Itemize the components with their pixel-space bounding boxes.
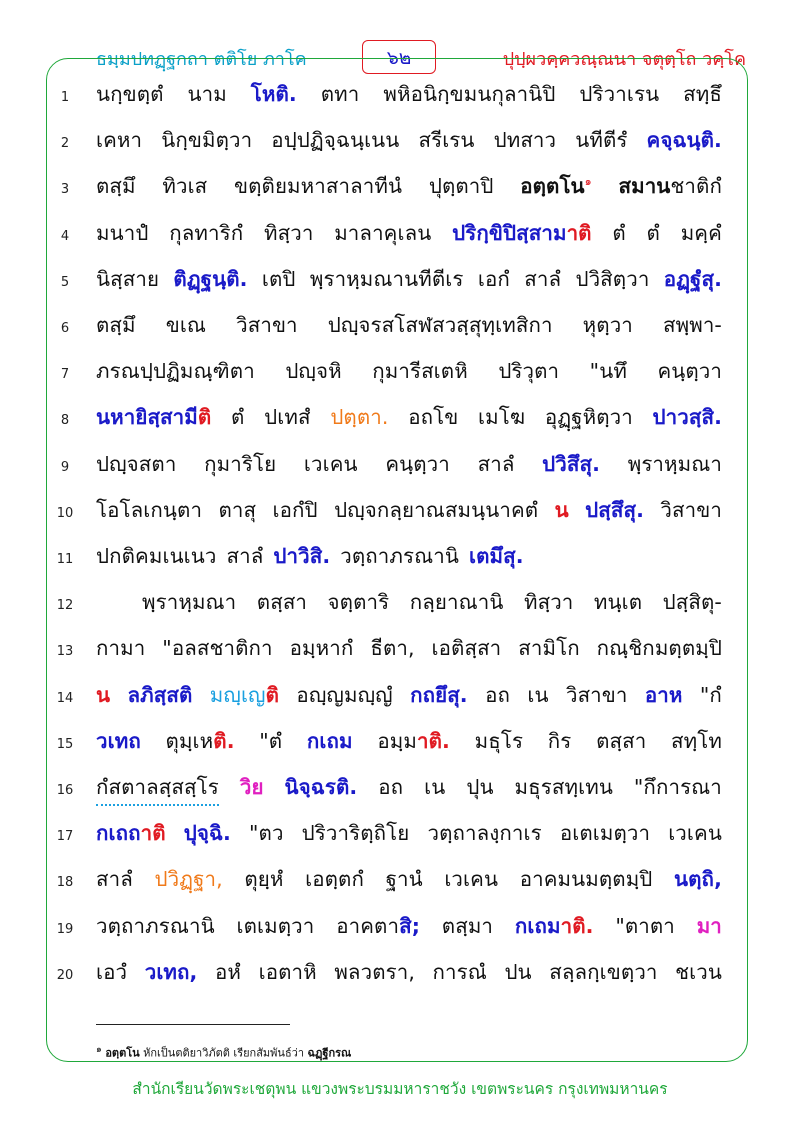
word: นหายิสฺสามีติ — [96, 405, 212, 430]
word: ปาวสฺสิ. — [652, 405, 722, 430]
word: ปวิสิตฺวา — [575, 266, 650, 291]
text-line — [96, 401, 722, 434]
line-number: 3 — [60, 182, 70, 198]
text-line — [96, 309, 722, 342]
word: ติฏฺฐนฺติ. — [173, 266, 248, 291]
text-line — [96, 78, 722, 111]
word: ปุตฺตาปิ — [428, 174, 494, 199]
word: มา — [696, 913, 722, 938]
word: อาคมนมตฺตมฺปิ — [519, 867, 653, 892]
word: ฐานํ — [385, 867, 423, 892]
word: ปตฺตา. — [330, 405, 389, 430]
word: อุฏฺฐหิตฺวา — [544, 405, 633, 430]
text-line — [96, 170, 722, 203]
line-number: 15 — [56, 736, 74, 752]
word: ตุยฺหํ — [244, 867, 284, 892]
word: สาลํ — [96, 867, 133, 892]
text-line — [96, 771, 722, 806]
word: ปุจฺฉิ. — [183, 821, 231, 846]
word: ปญฺจรสโสฬสวสฺสุทฺเทสิกา — [327, 313, 553, 337]
footnote-term2: ฉฏฺฐีกรณ — [307, 1046, 352, 1060]
word: ตสฺมึ — [96, 313, 136, 337]
word: ตํ — [646, 220, 660, 245]
word: ปญฺจหิ — [285, 359, 342, 384]
word: น — [96, 682, 111, 707]
word: "ตว — [249, 821, 284, 846]
word: เอกํ — [477, 266, 510, 291]
word: เอตาหิ — [258, 959, 317, 984]
text-line — [96, 817, 722, 850]
word: อหํ — [215, 959, 242, 984]
word: ปญฺจกลฺยาณสมนฺนาคตํ — [334, 497, 539, 522]
word: วิสาขา — [565, 682, 628, 707]
word: ปญฺจสตา — [96, 451, 177, 476]
word: เอกํปิ — [272, 497, 318, 522]
word: น — [554, 497, 569, 522]
word: ตสฺสา — [596, 728, 647, 753]
word: อฏฺฐํสุ. — [663, 266, 722, 291]
word: เมโฆ — [478, 405, 526, 430]
line-number: 10 — [56, 505, 74, 521]
word: ปกติคมเนเนว — [96, 544, 217, 568]
text-line — [96, 679, 722, 712]
word: สลฺลกฺเขตฺวา — [549, 959, 658, 984]
word: โอโลเกนฺตา — [96, 497, 203, 522]
word: สทฺธึ — [683, 82, 722, 106]
text-line — [96, 124, 722, 157]
word: ทนฺเต — [593, 590, 643, 615]
word: เวเคน — [303, 451, 358, 476]
word: มธุโร — [474, 728, 524, 753]
word: พฺราหฺมณา — [627, 451, 722, 476]
word: สพฺพา- — [662, 313, 722, 337]
line-number: 8 — [60, 413, 70, 429]
text-line — [96, 448, 722, 481]
word: ชเวน — [675, 959, 722, 984]
text-line — [96, 863, 722, 896]
word: วิย — [239, 775, 264, 799]
text-line — [96, 494, 722, 527]
word: มนาปํ — [96, 220, 149, 245]
word: "กํ — [699, 682, 722, 707]
word: สาลํ — [524, 266, 562, 291]
word: การณํ — [432, 959, 487, 984]
word: อมฺหากํ — [289, 636, 354, 661]
header-left-title: ธมฺมปทฏฺฐกถา ตติโย ภาโค — [96, 49, 307, 70]
word: ตทา — [320, 82, 360, 106]
word: อาคตาสิ; — [336, 913, 420, 938]
word: ปทสาว — [493, 128, 557, 153]
word: คนฺตฺวา — [385, 451, 450, 476]
word: ภรณปฺปฏิมณฺฑิตา — [96, 359, 255, 384]
line-number: 19 — [56, 921, 74, 937]
word: วิสาขา — [236, 313, 298, 337]
word: วเทถ — [96, 728, 141, 753]
word: วเทถ, — [144, 959, 198, 984]
text-line — [96, 217, 722, 250]
word: เอตฺตกํ — [305, 867, 364, 892]
word: กณฺชิกมตฺตมฺปิ — [596, 636, 722, 661]
text-line — [96, 910, 722, 943]
word: สามิโก — [518, 636, 580, 661]
word: ปวิสึสุ. — [542, 451, 601, 476]
word: ทิวเส — [162, 174, 208, 199]
word: นทีตีรํ — [575, 128, 628, 153]
word: เคหา — [96, 128, 143, 153]
word: อาห — [644, 682, 683, 707]
word: นาม — [187, 82, 227, 106]
word: พหิอนิกฺขมนกุลานิปิ — [383, 82, 556, 106]
line-number: 5 — [60, 274, 70, 290]
word: อปฺปฏิจฺฉนฺเนน — [271, 128, 400, 153]
word: ตสฺมึ — [96, 174, 136, 199]
word: มาลาคุเลน — [334, 220, 432, 245]
line-number: 17 — [56, 829, 74, 845]
line-number: 14 — [56, 690, 74, 706]
footer-address: สำนักเรียนวัดพระเชตุพน แขวงพระบรมมหาราชวัง เขตพระนคร กรุงเทพมหานคร — [132, 1080, 668, 1098]
word: กถยึสุ. — [410, 682, 468, 707]
word: วิสาขา — [660, 497, 722, 522]
word: กเถถาติ — [96, 821, 166, 846]
word: ปริกฺขิปิสฺสามาติ — [452, 220, 592, 245]
text-line — [96, 632, 722, 665]
word: พฺราหฺมณา — [142, 590, 237, 615]
word: ปาวิสิ. — [273, 544, 331, 568]
line-number: 18 — [56, 875, 74, 891]
word: เวเคน — [668, 821, 722, 846]
footnote-rule — [96, 1024, 290, 1025]
word: เน — [527, 682, 549, 707]
footnote-marker: ๑ — [96, 1044, 102, 1055]
word: มธุรสทฺเทน — [514, 775, 613, 799]
text-line — [96, 586, 722, 619]
word: ตํ — [612, 220, 626, 245]
line-number: 1 — [60, 90, 70, 105]
word: อเตเมตฺวา — [559, 821, 651, 846]
word: "กึการณา — [633, 775, 722, 799]
word: เน — [424, 775, 446, 799]
word: ปน — [504, 959, 532, 984]
word: ธีตา, — [370, 636, 415, 661]
word: ขเณ — [165, 313, 207, 337]
word: ตสฺมา — [441, 913, 494, 938]
footnote-term: อตฺตโน — [105, 1046, 140, 1060]
word: "นทึ — [589, 359, 627, 384]
word: อถ — [485, 682, 510, 707]
word: พลวตรา, — [334, 959, 415, 984]
word: อถโข — [408, 405, 459, 430]
word: กเถมาติ. — [514, 913, 594, 938]
word: ปวิฏฺฐา, — [154, 867, 223, 892]
word: สาลํ — [477, 451, 515, 476]
word: มคฺคํ — [680, 220, 722, 245]
line-number: 13 — [56, 644, 74, 660]
word: จตฺตาริ — [327, 590, 390, 615]
line-number: 4 — [60, 228, 70, 244]
text-line — [96, 725, 722, 758]
word: เตเมตฺวา — [236, 913, 315, 938]
word: สรีเรน — [418, 128, 475, 153]
word: ทิสฺวา — [523, 590, 574, 615]
word: นตฺถิ, — [674, 867, 722, 892]
word: นิกฺขมิตฺวา — [161, 128, 253, 153]
word: อถ — [378, 775, 404, 799]
word: วตฺถาภรณานิ — [340, 544, 459, 568]
word: อมฺมาติ. — [377, 728, 450, 753]
word: ปริวุตา — [498, 359, 560, 384]
word: กํสตาลสฺสสฺโร — [96, 771, 219, 806]
word: วตฺถาภรณานิ — [96, 913, 215, 938]
word: กุลทาริกํ — [169, 220, 244, 245]
word: ลภิสฺสติ — [127, 682, 193, 707]
word: คจฺฉนฺติ. — [646, 128, 722, 153]
word: อตฺตโน$^๑$ — [520, 174, 592, 199]
word: "อลสชาติกา — [162, 636, 273, 661]
word: เตมึสุ. — [468, 544, 524, 568]
footnote-marker: ๑ — [584, 175, 592, 189]
word: ตสฺสา — [256, 590, 308, 615]
word: นกฺขตฺตํ — [96, 82, 164, 106]
word: วตฺถาลงฺกาเร — [427, 821, 542, 846]
word: ปุน — [466, 775, 494, 799]
line-number: 2 — [60, 136, 70, 152]
line-number: 6 — [60, 321, 70, 336]
line-number: 12 — [56, 598, 74, 614]
word: นิจฺฉรติ. — [284, 775, 358, 799]
line-number: 11 — [56, 552, 74, 567]
word: อญฺญมญฺญํ — [296, 682, 393, 707]
word: เอวํ — [96, 959, 128, 984]
line-number: 9 — [60, 459, 70, 475]
word: หุตฺวา — [582, 313, 633, 337]
word: พฺราหฺมณานทีตีเร — [309, 266, 464, 291]
word: ตาสุ — [218, 497, 257, 522]
text-line — [96, 540, 722, 573]
word: "ตํ — [259, 728, 283, 753]
footnote — [96, 1042, 351, 1062]
word: ปสฺสึสุ. — [585, 497, 644, 522]
line-number: 7 — [60, 367, 70, 383]
word: กลฺยาณานิ — [409, 590, 504, 615]
word: ปเทสํ — [264, 405, 311, 430]
word: โหติ. — [250, 82, 297, 106]
word: ตุมฺเหติ. — [165, 728, 235, 753]
word: เอติสฺสา — [431, 636, 502, 661]
word: สาลํ — [226, 544, 264, 568]
text-line — [96, 355, 722, 388]
word: ตํ — [231, 405, 245, 430]
word: กุมาริโย — [204, 451, 277, 476]
line-number: 20 — [56, 967, 74, 983]
word: กามา — [96, 636, 146, 661]
word: เตปิ — [261, 266, 296, 291]
word: กเถม — [306, 728, 353, 753]
word: ปสฺสิตุ- — [662, 590, 722, 615]
word: สมานชาติกํ — [618, 174, 722, 199]
word: กิร — [547, 728, 572, 753]
header-right-title: ปุปฺผวคฺควณฺณนา จตุตฺโถ วคฺโค — [502, 49, 746, 70]
line-number: 16 — [56, 783, 74, 798]
word: มญฺเญติ — [209, 682, 280, 707]
text-line — [96, 956, 722, 989]
word: ทิสฺวา — [263, 220, 314, 245]
word: ขตฺติยมหาสาลาทีนํ — [234, 174, 403, 199]
word: คนฺตฺวา — [657, 359, 722, 384]
word: ปริวาริตฺถิโย — [301, 821, 410, 846]
word: นิสฺสาย — [96, 266, 160, 291]
page-number-box: ๖๒ — [362, 40, 436, 74]
word: "ตาตา — [615, 913, 675, 938]
word: ปริวาเรน — [579, 82, 660, 106]
footnote-text: หักเป็นตติยาวิภัตติ เรียกสัมพันธ์ว่า — [143, 1046, 305, 1060]
word: สทฺโท — [671, 728, 722, 753]
word: กุมารีสเตหิ — [372, 359, 468, 384]
word: เวเคน — [444, 867, 499, 892]
text-line — [96, 263, 722, 296]
